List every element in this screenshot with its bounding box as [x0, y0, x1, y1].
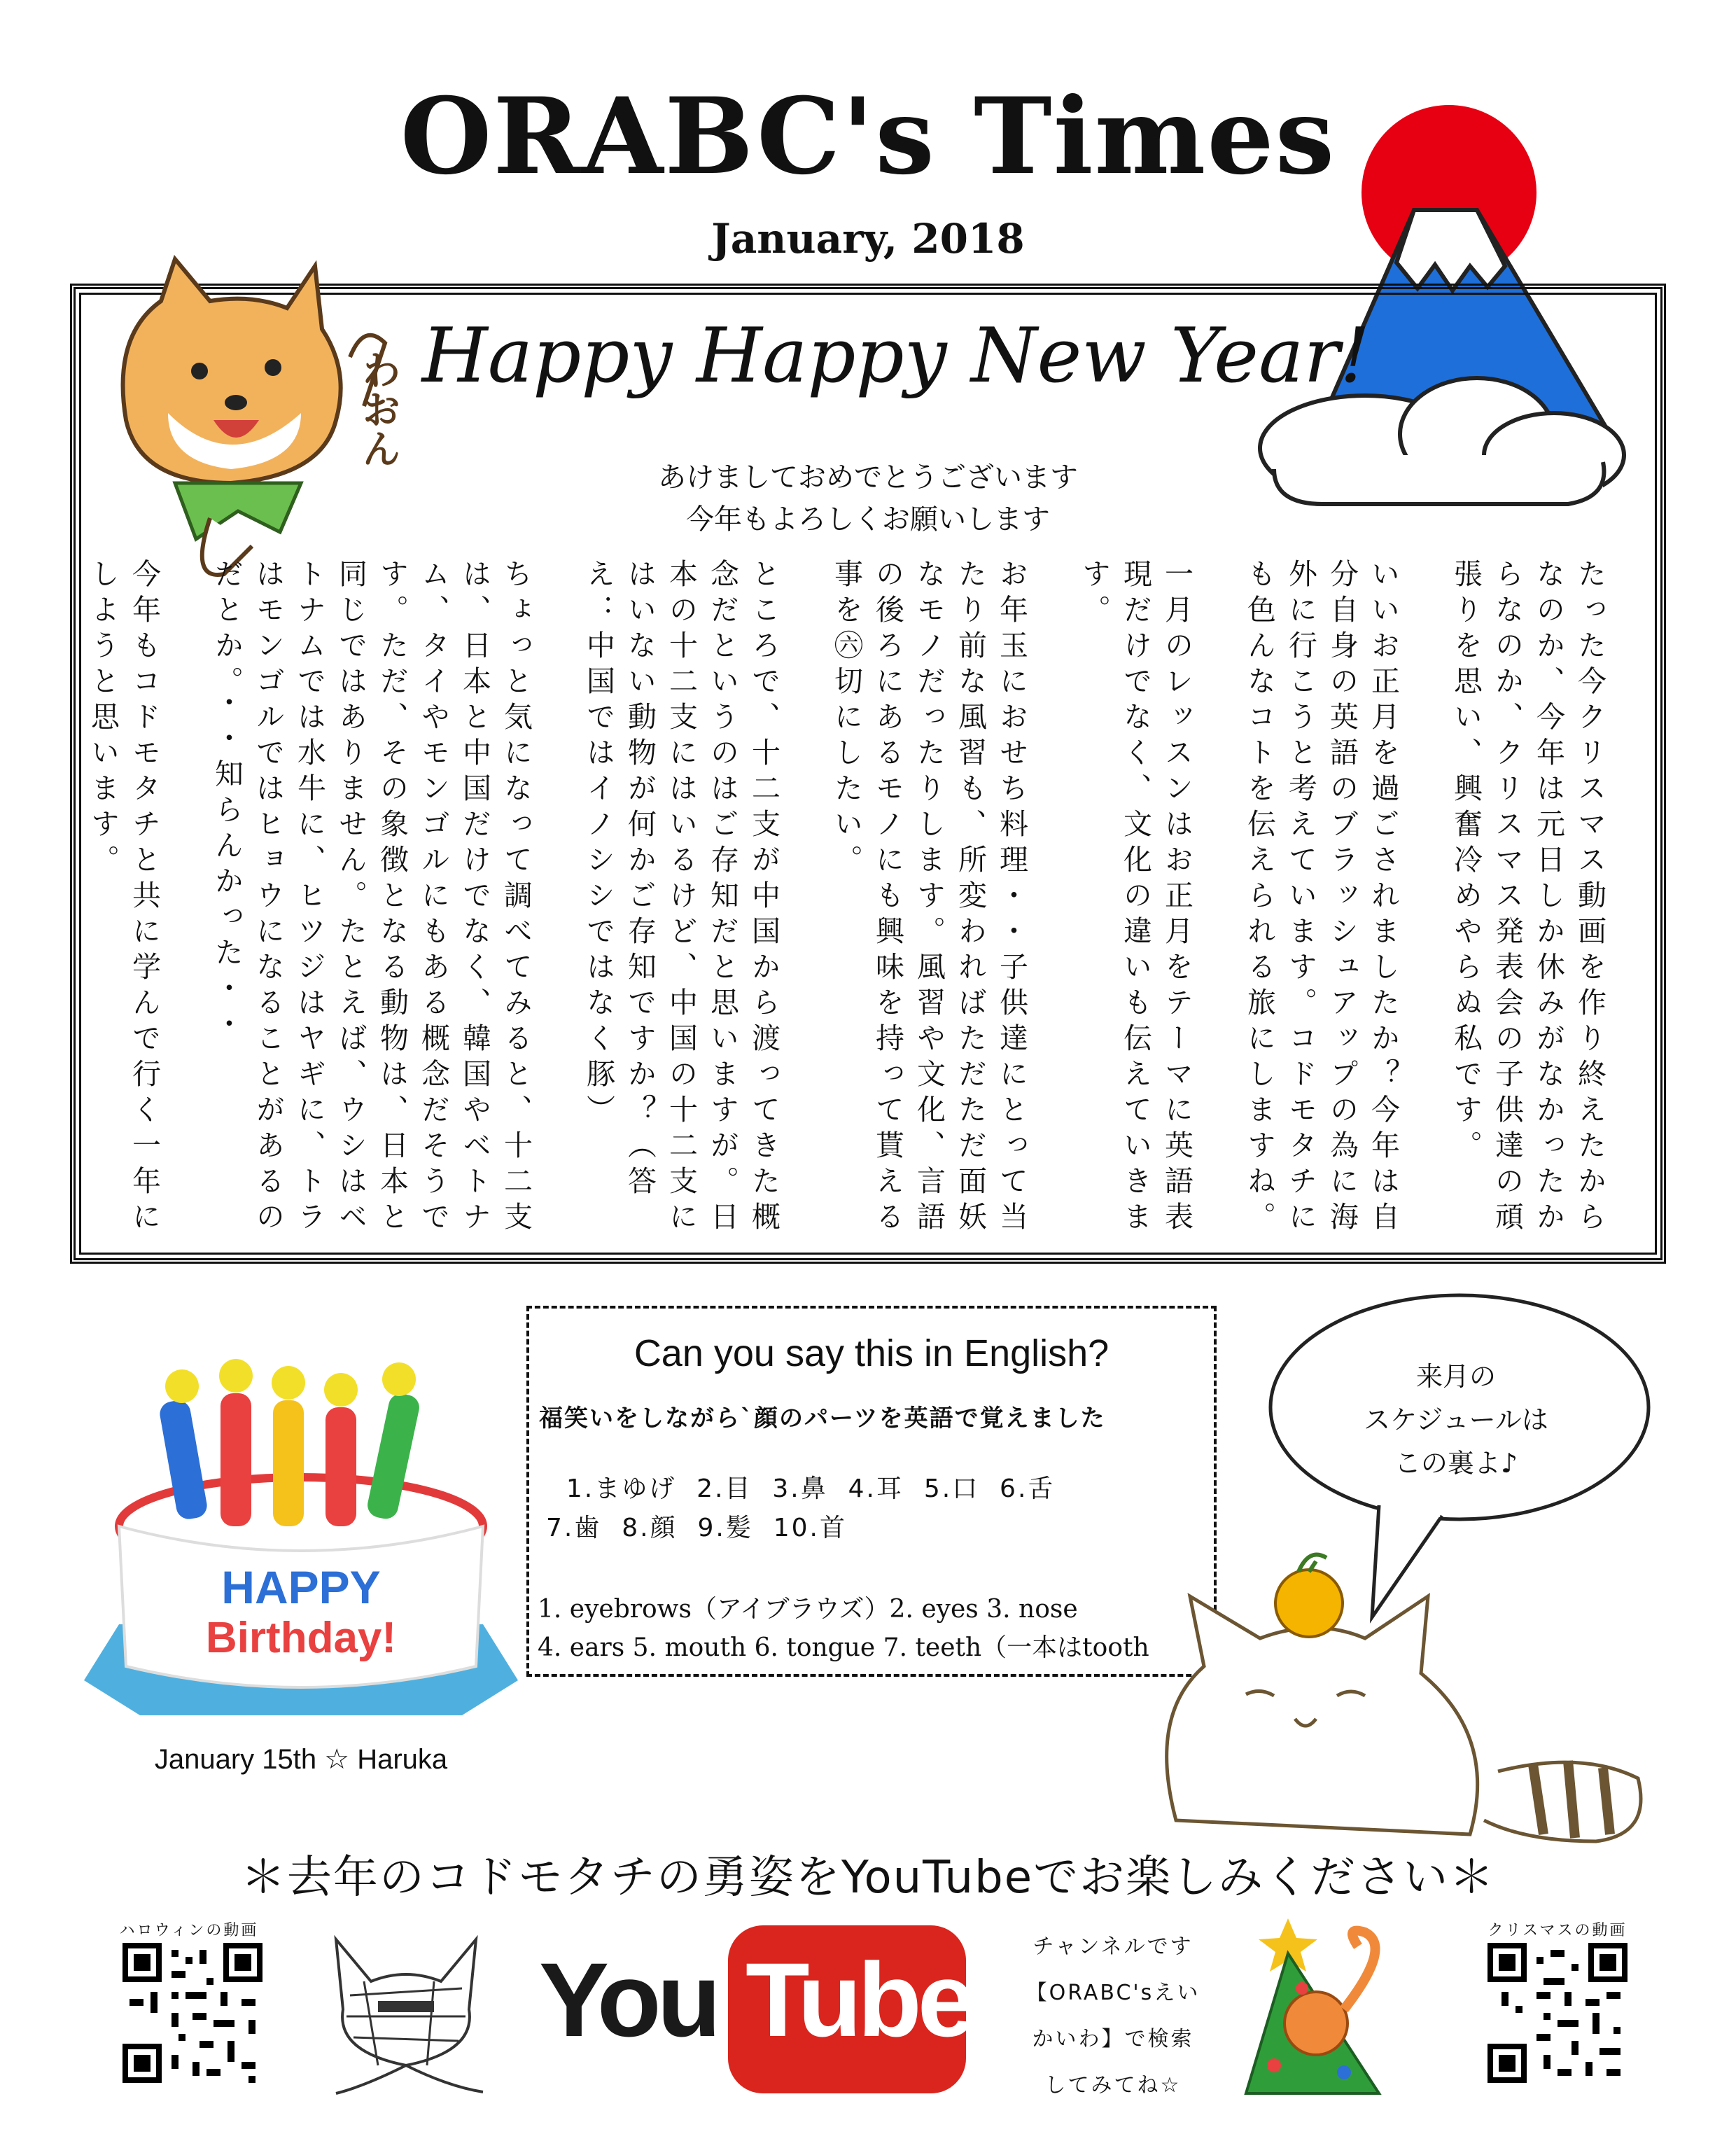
newsletter-title: ORABC's Times [400, 75, 1336, 198]
channel-line-3: かいわ】で検索 [1032, 2027, 1194, 2051]
cake-birthday-text: Birthday! [205, 1614, 397, 1662]
birthday-caption: January 15th ☆ Haruka [154, 1744, 448, 1775]
channel-line-4: してみてね☆ [1044, 2073, 1182, 2098]
article-paragraph: お年玉におせち料理・・子供達にとって当たり前な風習も、所変わればただただ面妖なモノだったりします。風習や文化、言語の後ろにあるモノにも興味を持って貰える事を㊅切にしたい。 [830, 559, 1028, 1237]
youtube-logo-tube: Tube [746, 1941, 972, 2058]
article-paragraph: 一月のレッスンはお正月をテーマに英語表現だけでなく、文化の違いも伝えていきます。 [1077, 559, 1194, 1237]
article-paragraph: ちょっと気になって調べてみると、十二支は、日本と中国だけでなく、韓国やベトナム、タイやモンゴルにもある概念だそうです。ただ、その象徴となる動物は、日本と同じではありません。たとえば、ウシはベトナムでは水牛に、ヒツジはヤギに、トラはモンゴルではヒョウになることがあるのだとか。・・知らんかった・・ [210, 559, 533, 1237]
youtube-logo-you: You [539, 1941, 718, 2058]
bubble-text [1309, 1355, 1603, 1485]
channel-search-text [994, 1924, 1232, 2109]
bubble-line-1: 来月の [1415, 1361, 1496, 1392]
issue-date: January, 2018 [711, 215, 1025, 263]
christmas-tree-cat-illustration [1239, 1904, 1407, 2107]
mikan-orange-icon [1275, 1570, 1343, 1637]
quiz-japanese-line-2: 7.歯 8.顔 9.髪 10.首 [546, 1514, 847, 1542]
article-paragraph: いいお正月を過ごされましたか？今年は自分自身の英語のブラッシュアップの為に海外に行こうと考えています。コドモタチにも色んなコトを伝えられる旅にしますね。 [1242, 559, 1400, 1237]
greeting-line-2: 今年もよろしくお願いします [686, 503, 1050, 536]
quiz-english-line-2: 4. ears 5. mouth 6. tongue 7. teeth（一本はtooth [538, 1633, 1149, 1662]
channel-line-2: 【ORABC'sえい [1026, 1981, 1200, 2005]
article-paragraph: 今年もコドモタチと共に学んで行く一年にしようと思います。 [86, 559, 161, 1237]
greeting-line-1: あけましておめでとうございます [658, 461, 1078, 494]
christmas-qr-label: クリスマスの動画 [1488, 1922, 1628, 1939]
bubble-line-2: スケジュールは [1364, 1404, 1548, 1435]
mummy-cat-illustration [294, 1911, 518, 2100]
cake-happy-text: HAPPY [221, 1561, 381, 1613]
quiz-subtitle: 福笑いをしながら`顔のパーツを英語で覚えました [539, 1404, 1106, 1432]
youtube-announcement: ＊去年のコドモタチの勇姿をYouTubeでお楽しみください＊ [240, 1852, 1496, 1904]
greeting-heading: Happy Happy New Year! [421, 312, 1371, 400]
article-paragraph: ところで、十二支が中国から渡ってきた概念だというのはご存知だと思いますが。日本の十二支にはいるけど、中国の十二支にはいない動物が何かご存知ですか？（答え：中国ではイノシシではなく豚） [582, 559, 780, 1237]
birthday-cake-illustration [70, 1316, 532, 1736]
quiz-japanese-line-1: 1.まゆげ 2.目 3.鼻 4.耳 5.口 6.舌 [546, 1474, 1056, 1503]
greeting-lines [420, 456, 1316, 541]
tanuki-cat-illustration [1134, 1540, 1666, 1862]
bubble-line-3: この裏よ♪ [1394, 1448, 1518, 1479]
article-paragraph: たった今クリスマス動画を作り終えたからなのか、今年は元日しか休みがなかったからなのか、クリスマス発表会の子供達の頑張りを思い、興奮冷めやらぬ私です。 [1449, 559, 1606, 1237]
quiz-title: Can you say this in English? [634, 1332, 1110, 1374]
channel-line-1: チャンネルです [1032, 1934, 1194, 1959]
halloween-qr-code[interactable] [122, 1943, 262, 2083]
dog-sound-text: わおん [356, 350, 401, 468]
article-vertical-text [86, 559, 1610, 1252]
quiz-english-line-1: 1. eyebrows（アイブラウズ）2. eyes 3. nose [538, 1595, 1078, 1624]
youtube-logo[interactable] [539, 1918, 973, 2100]
halloween-qr-label: ハロウィンの動画 [119, 1922, 259, 1939]
christmas-qr-code[interactable] [1488, 1943, 1628, 2083]
